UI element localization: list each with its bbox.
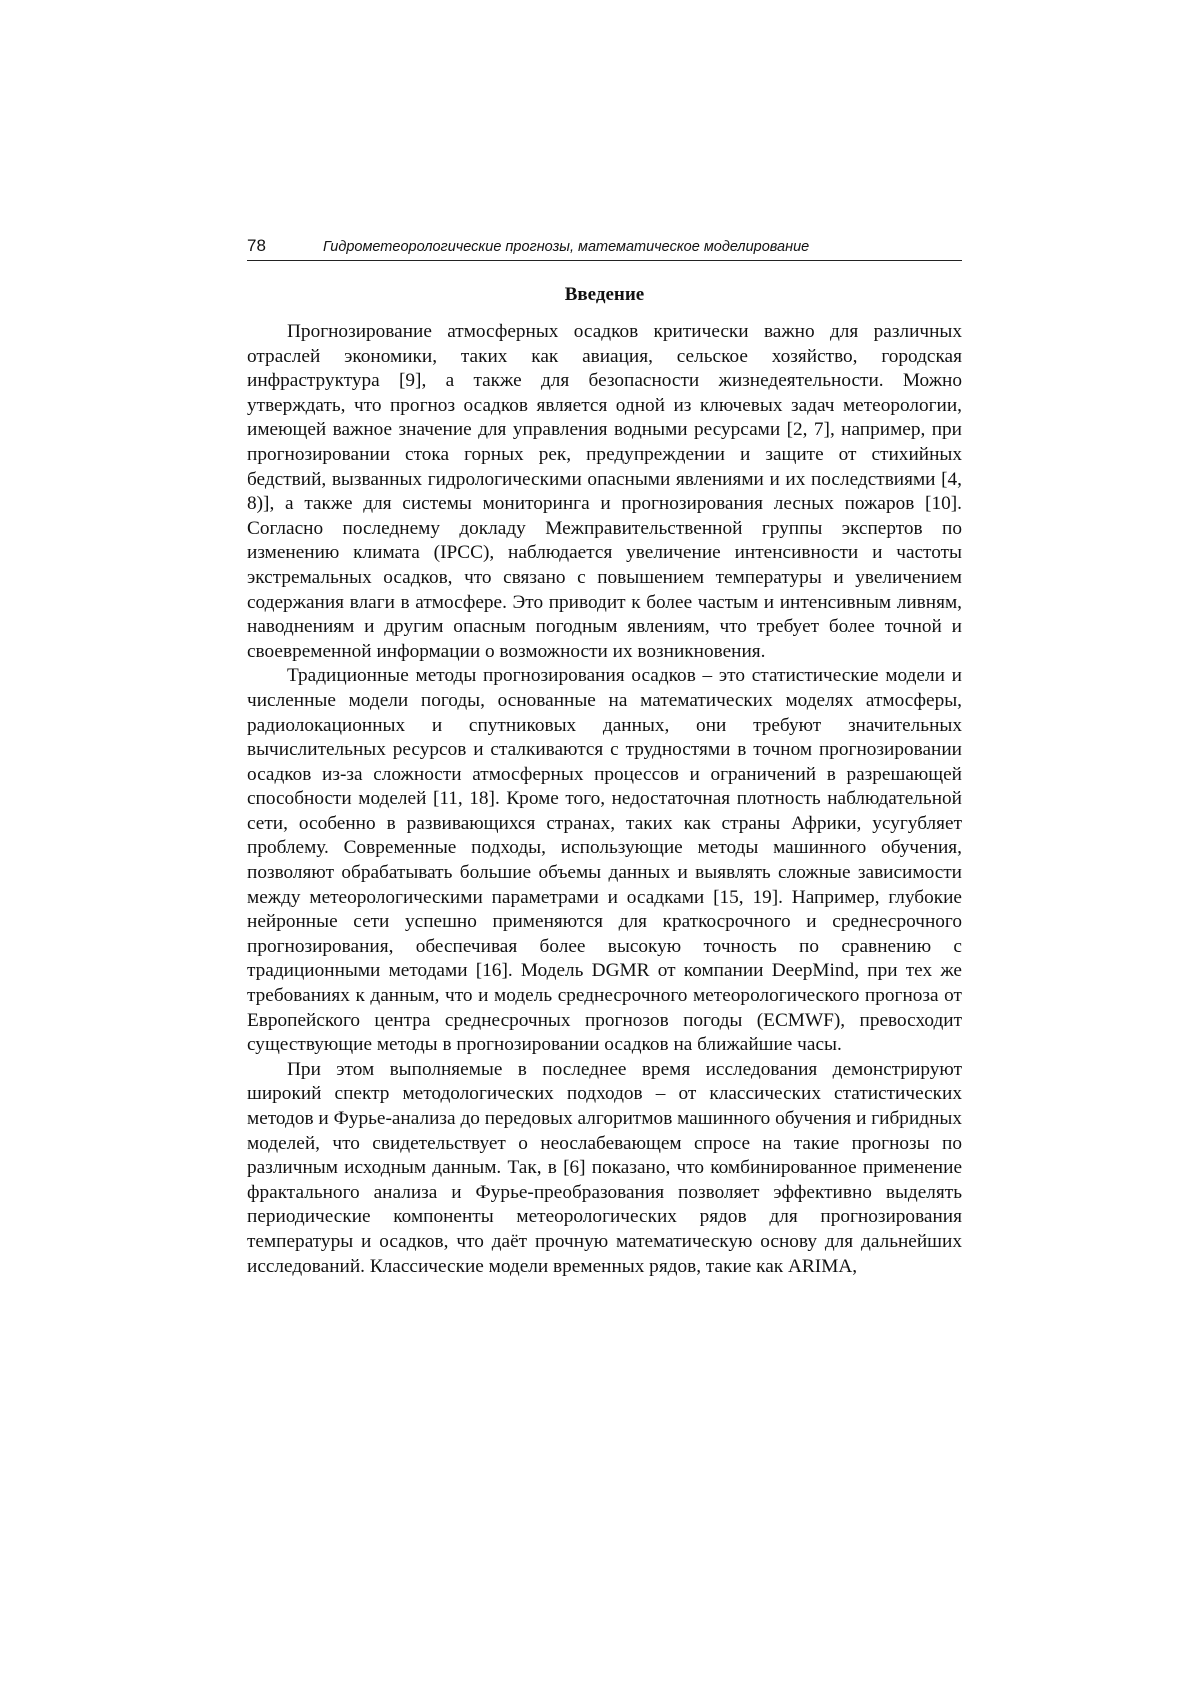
paragraph-3: При этом выполняемые в последнее время исследования демонстрируют широкий спектр методологических подходов – от классических статистических методов и Фурье-анализа до передовых алгоритмов машинного обучения и гибридных моделей, что свидетельствует о неослабевающем спросе на такие прогнозы по различным исходным данным. Так, в [6] показано, что комбинированное применение фрактального анализа и Фурье-преобразования позволяет эффективно выделять периодические компоненты метеорологических рядов для прогнозирования температуры и осадков, что даёт прочную математическую основу для дальнейших исследований. Классические модели временных рядов, такие как ARIMA, <box>247 1058 962 1277</box>
section-title: Введение <box>564 284 645 305</box>
body-text <box>247 320 962 1279</box>
running-header <box>247 236 962 261</box>
paragraph-1: Прогнозирование атмосферных осадков критически важно для различных отраслей экономики, таких как авиация, сельское хозяйство, городская инфраструктура [9], а также для безопасности жизнедеятельности. Можно утверждать, что прогноз осадков является одной из ключевых задач метеорологии, имеющей важное значение для управления водными ресурсами [2, 7], например, при прогнозировании стока горных рек, предупреждении и защите от стихийных бедствий, вызванных гидрологическими опасными явлениями и их последствиями [4, 8)], а также для системы мониторинга и прогнозирования лесных пожаров [10]. Согласно последнему докладу Межправительственной группы экспертов по изменению климата (IPCC), наблюдается увеличение интенсивности и частоты экстремальных осадков, что связано с повышением температуры и увеличением содержания влаги в атмосфере. Это приводит к более частым и интенсивным ливням, наводнениям и другим опасным погодным явлениям, что требует более точной и своевременной информации о возможности их возникновения. <box>247 321 962 662</box>
paragraph-2: Традиционные методы прогнозирования осадков – это статистические модели и численные модели погоды, основанные на математических моделях атмосферы, радиолокационных и спутниковых данных, они требуют значительных вычислительных ресурсов и сталкиваются с трудностями в точном прогнозировании осадков из-за сложности атмосферных процессов и ограничений в разрешающей способности моделей [11, 18]. Кроме того, недостаточная плотность наблюдательной сети, особенно в развивающихся странах, таких как страны Африки, усугубляет проблему. Современные подходы, использующие методы машинного обучения, позволяют обрабатывать большие объемы данных и выявлять сложные зависимости между метеорологическими параметрами и осадками [15, 19]. Например, глубокие нейронные сети успешно применяются для краткосрочного и среднесрочного прогнозирования, обеспечивая более высокую точность по сравнению с традиционными методами [16]. Модель DGMR от компании DeepMind, при тех же требованиях к данным, что и модель среднесрочного метеорологического прогноза от Европейского центра среднесрочных прогнозов погоды (ECMWF), превосходит существующие методы в прогнозировании осадков на ближайшие часы. <box>247 665 962 1056</box>
running-title: Гидрометеорологические прогнозы, математическое моделирование <box>323 239 810 255</box>
page-number: 78 <box>247 236 266 255</box>
